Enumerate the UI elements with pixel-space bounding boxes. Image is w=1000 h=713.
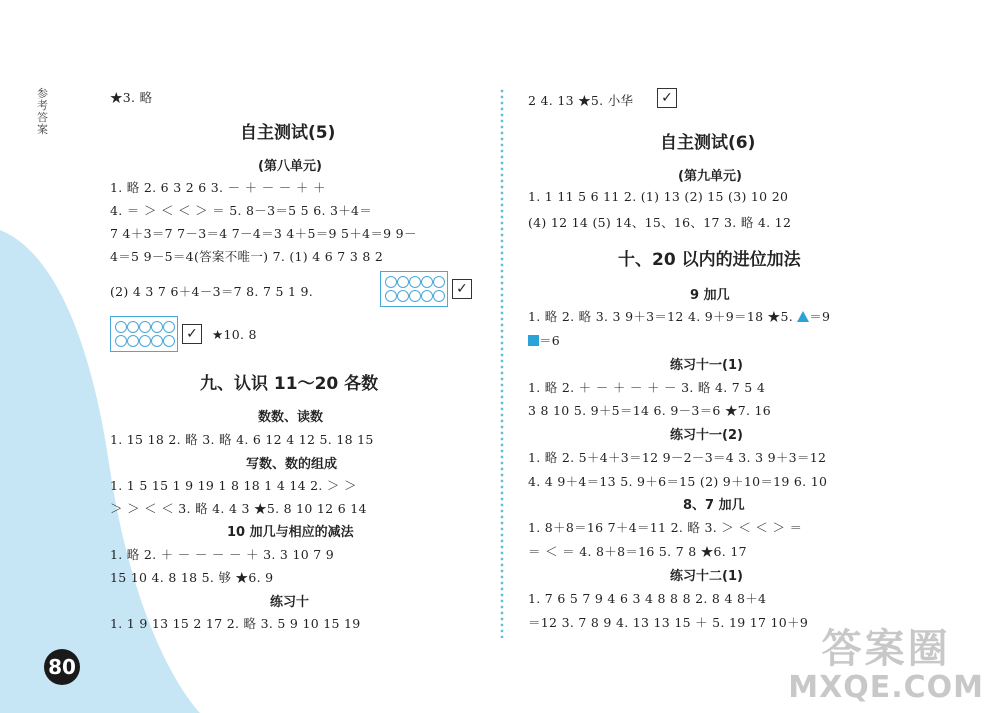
- circle-icon: [151, 321, 163, 333]
- circle-icon: [409, 276, 421, 288]
- test5-line-6: ★10. 8: [212, 327, 257, 342]
- s1-line: 1. 15 18 2. 略 3. 略 4. 6 12 4 12 5. 18 15: [110, 432, 374, 447]
- left-top-line: ★3. 略: [110, 90, 153, 105]
- right-top-line: 2 4. 13 ★5. 小华: [528, 93, 634, 108]
- test5-line-2: 4. ＝ ＞ ＜ ＜ ＞ ＝ 5. 8－3＝5 5 6. 3＋4＝: [110, 203, 373, 218]
- column-divider: [499, 88, 505, 638]
- s2-line-2: ＞ ＞ ＜ ＜ 3. 略 4. 4 3 ★5. 8 10 12 6 14: [110, 501, 367, 516]
- test6-subtitle: (第九单元): [678, 169, 742, 184]
- s1-title: 数数、读数: [258, 410, 324, 425]
- circle-icon: [139, 321, 151, 333]
- chapter10-title: 十、20 以内的进位加法: [618, 250, 801, 270]
- c-line-2: 4. 4 9＋4＝13 5. 9＋6＝15 (2) 9＋10＝19 6. 10: [528, 474, 828, 489]
- circle-icon: [115, 321, 127, 333]
- test5-line-4: 4＝5 9－5＝4(答案不唯一) 7. (1) 4 6 7 3 8 2: [110, 249, 384, 264]
- a-line-1-row: [528, 307, 830, 325]
- circle-icon: [421, 276, 433, 288]
- circle-icon: [163, 321, 175, 333]
- circle-icon: [127, 335, 139, 347]
- circle-icon: [163, 335, 175, 347]
- test5-subtitle: (第八单元): [258, 159, 322, 174]
- circle-icon: [385, 276, 397, 288]
- watermark-line-2: MXQE.COM: [788, 670, 984, 705]
- watermark: [788, 627, 984, 705]
- b-line-1: 1. 略 2. ＋ － ＋ － ＋ － 3. 略 4. 7 5 4: [528, 380, 766, 395]
- ten-circles-box: [110, 316, 178, 352]
- c-title: 练习十一(2): [670, 428, 743, 443]
- circle-icon: [433, 290, 445, 302]
- s2-title: 写数、数的组成: [246, 457, 338, 472]
- test5-line-1: 1. 略 2. 6 3 2 6 3. － ＋ － － ＋ ＋: [110, 180, 326, 195]
- s3-line-2: 15 10 4. 8 18 5. 够 ★6. 9: [110, 570, 274, 585]
- circle-icon: [139, 335, 151, 347]
- test6-line-2: (4) 12 14 (5) 14、15、16、17 3. 略 4. 12: [528, 215, 792, 230]
- circle-icon: [433, 276, 445, 288]
- d-title: 8、7 加几: [683, 498, 745, 513]
- s4-line: 1. 1 9 13 15 2 17 2. 略 3. 5 9 10 15 19: [110, 616, 361, 631]
- circle-icon: [421, 290, 433, 302]
- a-line-2: ＝6: [539, 333, 561, 348]
- circle-icon: [151, 335, 163, 347]
- s2-line-1: 1. 1 5 15 1 9 19 1 8 18 1 4 14 2. ＞ ＞: [110, 478, 357, 493]
- a-line-1: 1. 略 2. 略 3. 3 9＋3＝12 4. 9＋9＝18 ★5.: [528, 309, 793, 324]
- b-line-2: 3 8 10 5. 9＋5＝14 6. 9－3＝6 ★7. 16: [528, 403, 772, 418]
- e-title: 练习十二(1): [670, 569, 743, 584]
- a-line-2-row: [528, 331, 560, 349]
- triangle-icon: [797, 311, 809, 322]
- b-title: 练习十一(1): [670, 358, 743, 373]
- square-icon: [528, 335, 539, 346]
- c-line-1: 1. 略 2. 5＋4＋3＝12 9－2－3＝4 3. 3 9＋3＝12: [528, 450, 827, 465]
- circle-icon: [397, 290, 409, 302]
- side-label: 参考答案: [37, 87, 48, 136]
- test5-line-5: (2) 4 3 7 6＋4－3＝7 8. 7 5 1 9.: [110, 284, 314, 299]
- checkmark-icon: ✓: [182, 324, 202, 344]
- s3-title: 10 加几与相应的减法: [227, 525, 354, 540]
- circle-icon: [385, 290, 397, 302]
- circle-icon: [115, 335, 127, 347]
- chapter9-title: 九、认识 11～20 各数: [200, 374, 379, 394]
- test6-title: 自主测试(6): [660, 133, 756, 153]
- circle-icon: [409, 290, 421, 302]
- circle-icon: [397, 276, 409, 288]
- test6-line-1: 1. 1 11 5 6 11 2. (1) 13 (2) 15 (3) 10 20: [528, 189, 789, 204]
- circle-icon: [127, 321, 139, 333]
- d-line-2: ＝ ＜ ＝ 4. 8＋8＝16 5. 7 8 ★6. 17: [528, 544, 747, 559]
- s3-line-1: 1. 略 2. ＋ － － － － ＋ 3. 3 10 7 9: [110, 547, 334, 562]
- ten-circles-box: [380, 271, 448, 307]
- watermark-line-1: 答案圈: [821, 626, 951, 672]
- test5-line-3: 7 4＋3＝7 7－3＝4 7－4＝3 4＋5＝9 5＋4＝9 9－: [110, 226, 417, 241]
- checkmark-icon: ✓: [657, 88, 677, 108]
- s4-title: 练习十: [270, 595, 310, 610]
- checkmark-icon: ✓: [452, 279, 472, 299]
- a-line-1-tri: ＝9: [809, 309, 831, 324]
- e-line-1: 1. 7 6 5 7 9 4 6 3 4 8 8 8 2. 8 4 8＋4: [528, 591, 767, 606]
- test5-title: 自主测试(5): [240, 123, 336, 143]
- a-title: 9 加几: [690, 288, 730, 303]
- e-line-2: ＝12 3. 7 8 9 4. 13 13 15 ＋ 5. 19 17 10＋9: [528, 615, 809, 630]
- d-line-1: 1. 8＋8＝16 7＋4＝11 2. 略 3. ＞ ＜ ＜ ＞ ＝: [528, 520, 803, 535]
- page-number: 80: [44, 649, 80, 685]
